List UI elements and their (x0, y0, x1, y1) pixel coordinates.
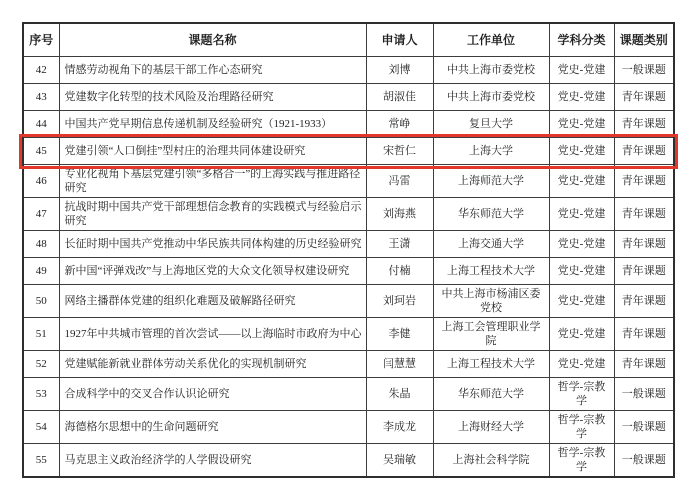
cell-applicant: 宋哲仁 (366, 138, 433, 165)
cell-topic: 情感劳动视角下的基层干部工作心态研究 (59, 57, 366, 84)
table-row (23, 285, 674, 318)
cell-number: 47 (23, 198, 59, 231)
cell-unit: 复旦大学 (433, 111, 549, 138)
cell-category: 一般课题 (614, 378, 674, 411)
header-applicant: 申请人 (366, 23, 433, 57)
cell-unit: 上海工程技术大学 (433, 351, 549, 378)
cell-applicant: 李健 (366, 318, 433, 351)
cell-topic: 新中国“评弹戏改”与上海地区党的大众文化领导权建设研究 (59, 258, 366, 285)
cell-subject: 党史-党建 (549, 285, 614, 318)
cell-applicant: 朱晶 (366, 378, 433, 411)
cell-number: 45 (23, 138, 59, 165)
cell-topic: 党建引领“人口倒挂”型村庄的治理共同体建设研究 (59, 138, 366, 165)
cell-topic: 抗战时期中国共产党干部理想信念教育的实践模式与经验启示研究 (59, 198, 366, 231)
cell-category: 青年课题 (614, 165, 674, 198)
table-row (23, 351, 674, 378)
cell-unit: 上海社会科学院 (433, 444, 549, 478)
table-row (23, 165, 674, 198)
cell-subject: 党史-党建 (549, 111, 614, 138)
header-topic: 课题名称 (59, 23, 366, 57)
cell-topic: 党建赋能新就业群体劳动关系优化的实现机制研究 (59, 351, 366, 378)
cell-category: 青年课题 (614, 258, 674, 285)
cell-subject: 哲学-宗教学 (549, 411, 614, 444)
cell-number: 54 (23, 411, 59, 444)
cell-subject: 党史-党建 (549, 84, 614, 111)
cell-applicant: 常峥 (366, 111, 433, 138)
cell-category: 一般课题 (614, 57, 674, 84)
cell-category: 青年课题 (614, 138, 674, 165)
cell-unit: 中共上海市杨浦区委党校 (433, 285, 549, 318)
cell-topic: 海德格尔思想中的生命问题研究 (59, 411, 366, 444)
cell-number: 43 (23, 84, 59, 111)
cell-subject: 党史-党建 (549, 165, 614, 198)
cell-category: 青年课题 (614, 111, 674, 138)
cell-number: 53 (23, 378, 59, 411)
cell-topic: 马克思主义政治经济学的人学假设研究 (59, 444, 366, 478)
table-row (23, 111, 674, 138)
cell-applicant: 王潇 (366, 231, 433, 258)
cell-unit: 上海财经大学 (433, 411, 549, 444)
header-category: 课题类别 (614, 23, 674, 57)
header-number: 序号 (23, 23, 59, 57)
cell-topic: 党建数字化转型的技术风险及治理路径研究 (59, 84, 366, 111)
cell-number: 50 (23, 285, 59, 318)
table-row-highlighted (23, 138, 674, 165)
cell-unit: 华东师范大学 (433, 378, 549, 411)
cell-applicant: 刘珂岩 (366, 285, 433, 318)
cell-applicant: 刘博 (366, 57, 433, 84)
cell-number: 42 (23, 57, 59, 84)
cell-number: 49 (23, 258, 59, 285)
cell-subject: 哲学-宗教学 (549, 444, 614, 478)
cell-unit: 上海工会管理职业学院 (433, 318, 549, 351)
header-unit: 工作单位 (433, 23, 549, 57)
cell-unit: 上海师范大学 (433, 165, 549, 198)
cell-category: 青年课题 (614, 318, 674, 351)
cell-applicant: 吴瑞敏 (366, 444, 433, 478)
cell-number: 48 (23, 231, 59, 258)
cell-applicant: 李成龙 (366, 411, 433, 444)
cell-category: 青年课题 (614, 351, 674, 378)
table-row (23, 411, 674, 444)
table-header-row (23, 23, 674, 57)
cell-number: 55 (23, 444, 59, 478)
cell-unit: 中共上海市委党校 (433, 84, 549, 111)
table-row (23, 84, 674, 111)
cell-number: 46 (23, 165, 59, 198)
cell-subject: 党史-党建 (549, 318, 614, 351)
table-row (23, 57, 674, 84)
cell-applicant: 胡淑佳 (366, 84, 433, 111)
cell-subject: 党史-党建 (549, 57, 614, 84)
table-row (23, 231, 674, 258)
cell-unit: 上海工程技术大学 (433, 258, 549, 285)
cell-topic: 1927年中共城市管理的首次尝试——以上海临时市政府为中心 (59, 318, 366, 351)
cell-number: 44 (23, 111, 59, 138)
cell-topic: 网络主播群体党建的组织化难题及破解路径研究 (59, 285, 366, 318)
cell-category: 青年课题 (614, 285, 674, 318)
cell-subject: 哲学-宗教学 (549, 378, 614, 411)
cell-category: 青年课题 (614, 231, 674, 258)
cell-number: 51 (23, 318, 59, 351)
cell-applicant: 刘海燕 (366, 198, 433, 231)
cell-applicant: 付楠 (366, 258, 433, 285)
table-row (23, 258, 674, 285)
header-subject: 学科分类 (549, 23, 614, 57)
cell-unit: 上海大学 (433, 138, 549, 165)
cell-subject: 党史-党建 (549, 258, 614, 285)
cell-topic: 中国共产党早期信息传递机制及经验研究（1921-1933） (59, 111, 366, 138)
table-row (23, 378, 674, 411)
cell-topic: 合成科学中的交叉合作认识论研究 (59, 378, 366, 411)
cell-unit: 中共上海市委党校 (433, 57, 549, 84)
cell-topic: 专业化视角下基层党建引领“多格合一”的上海实践与推进路径研究 (59, 165, 366, 198)
cell-unit: 上海交通大学 (433, 231, 549, 258)
cell-unit: 华东师范大学 (433, 198, 549, 231)
table-row (23, 198, 674, 231)
cell-category: 一般课题 (614, 411, 674, 444)
cell-subject: 党史-党建 (549, 231, 614, 258)
cell-subject: 党史-党建 (549, 198, 614, 231)
grant-list-table (22, 22, 675, 478)
table-row (23, 318, 674, 351)
cell-category: 青年课题 (614, 84, 674, 111)
cell-applicant: 闫慧慧 (366, 351, 433, 378)
cell-topic: 长征时期中国共产党推动中华民族共同体构建的历史经验研究 (59, 231, 366, 258)
cell-subject: 党史-党建 (549, 351, 614, 378)
cell-number: 52 (23, 351, 59, 378)
cell-subject: 党史-党建 (549, 138, 614, 165)
table-row (23, 444, 674, 478)
cell-applicant: 冯雷 (366, 165, 433, 198)
cell-category: 一般课题 (614, 444, 674, 478)
cell-category: 青年课题 (614, 198, 674, 231)
